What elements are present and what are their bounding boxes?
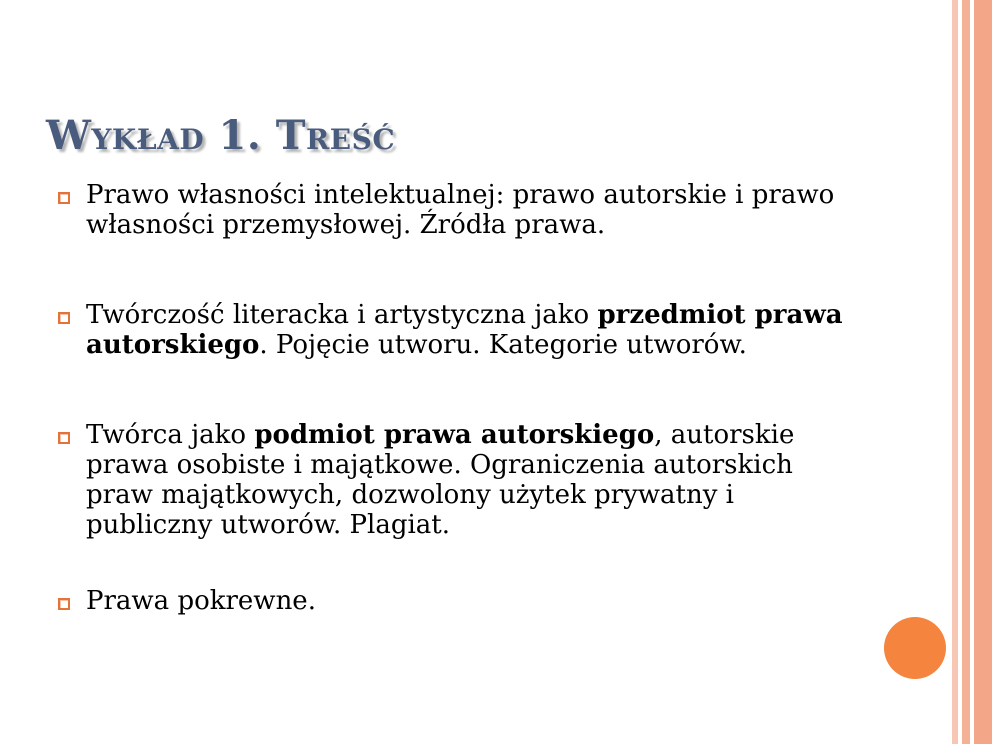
bullet-text-part: Twórca jako (86, 420, 255, 450)
right-stripe (974, 0, 992, 744)
bullet-text-bold: przedmiot prawa autorskiego (86, 300, 843, 360)
bullet-text (86, 180, 834, 240)
bullet-text-part: , autorskie prawa osobiste i majątkowe. Ograniczenia autorskich praw majątkowych, dozwolony użytek prywatny i publiczny utworów. Plagiat. (86, 420, 795, 540)
right-stripe (962, 0, 970, 744)
bullet-text-part: . Pojęcie utworu. Kategorie utworów. (259, 330, 747, 360)
bullet-item (58, 586, 848, 616)
bullet-marker-icon (58, 192, 70, 204)
bullet-marker-icon (58, 598, 70, 610)
bullet-list (58, 180, 848, 616)
bullet-text (86, 586, 316, 616)
bullet-marker-icon (58, 432, 70, 444)
slide-title: Wykład 1. Treść (46, 112, 396, 159)
bullet-item (58, 300, 848, 360)
bullet-text-bold: podmiot prawa autorskiego (254, 420, 655, 450)
bullet-text (86, 420, 794, 540)
bullet-item (58, 420, 848, 540)
bullet-text-part: Prawa pokrewne. (86, 586, 316, 616)
bullet-text (86, 300, 843, 360)
bullet-item (58, 180, 848, 240)
bullet-text-part: Twórczość literacka i artystyczna jako (86, 300, 598, 330)
bullet-text-part: Prawo własności intelektualnej: prawo autorskie i prawo własności przemysłowej. Źródła prawa. (86, 180, 835, 240)
orange-circle-decoration (884, 617, 946, 679)
bullet-marker-icon (58, 312, 70, 324)
